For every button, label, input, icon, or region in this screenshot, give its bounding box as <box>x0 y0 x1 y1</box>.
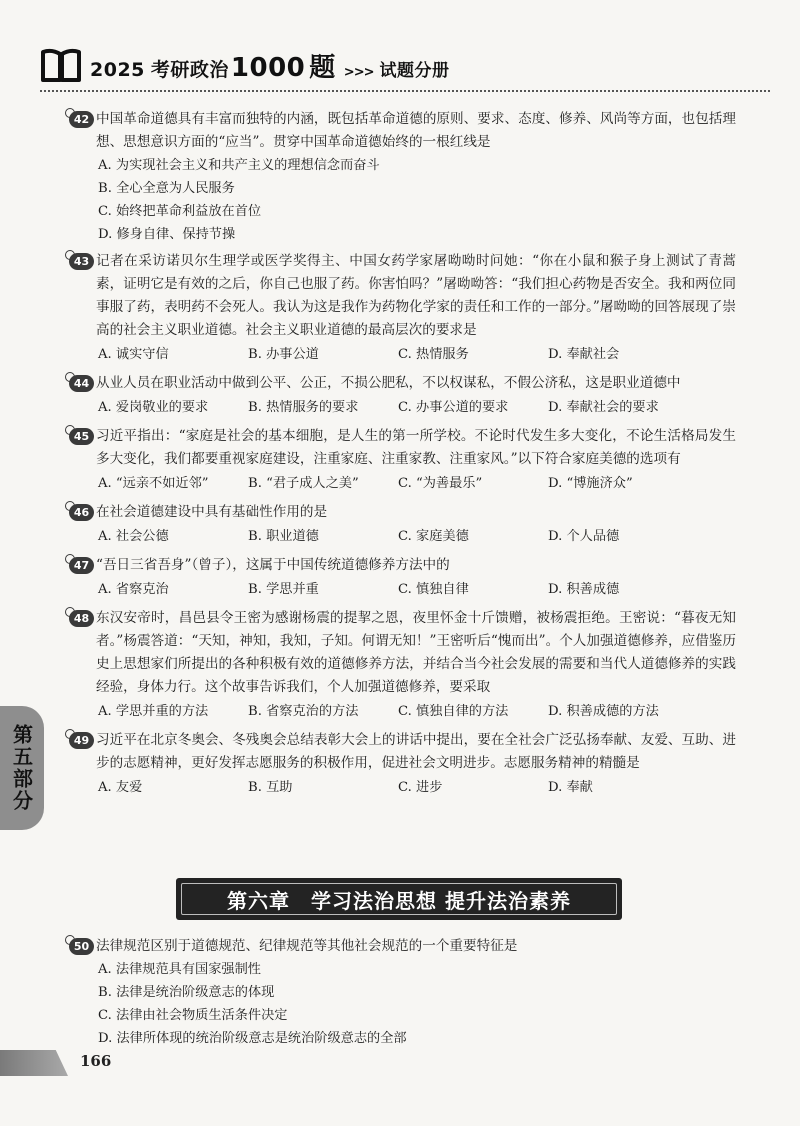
answer-option-b: B. 学思并重 <box>248 582 319 597</box>
answer-options <box>96 775 736 801</box>
question-number-badge: 49 <box>69 732 94 749</box>
answer-option-b: B. 法律是统治阶级意志的体现 <box>98 985 275 1000</box>
answer-option-d: D. 奉献 <box>548 780 593 795</box>
question-list-chapter-6 <box>73 935 736 1054</box>
answer-options <box>96 958 736 1050</box>
question-number-badge: 45 <box>69 428 94 445</box>
answer-option-c: C. 法律由社会物质生活条件决定 <box>98 1008 288 1023</box>
question-stem <box>73 607 736 699</box>
answer-option-d: D. 积善成德的方法 <box>548 704 659 719</box>
question-text: 法律规范区别于道德规范、纪律规范等其他社会规范的一个重要特征是 <box>96 938 518 954</box>
answer-option-d: D. 奉献社会 <box>548 347 620 362</box>
answer-options <box>96 524 736 550</box>
question-number-badge: 44 <box>69 375 94 392</box>
answer-option-b: B. 职业道德 <box>248 529 319 544</box>
answer-options <box>96 342 736 368</box>
answer-option-b: B. 省察克治的方法 <box>248 704 359 719</box>
question-46 <box>73 501 736 550</box>
question-stem <box>73 425 736 471</box>
header-subject: 考研政治 <box>150 58 229 81</box>
question-50 <box>73 935 736 1050</box>
question-text: “吾日三省吾身”（曾子），这属于中国传统道德修养方法中的 <box>96 557 450 573</box>
answer-options <box>96 699 736 725</box>
answer-option-a: A. 友爱 <box>98 780 143 795</box>
answer-options <box>96 471 736 497</box>
question-43 <box>73 250 736 368</box>
answer-option-c: C. 慎独自律的方法 <box>398 704 509 719</box>
chapter-banner <box>176 878 622 920</box>
answer-option-b: B. 互助 <box>248 780 293 795</box>
question-text: 从业人员在职业活动中做到公平、公正，不损公肥私，不以权谋私，不假公济私，这是职业道德中 <box>96 375 681 391</box>
question-number-badge: 48 <box>69 610 94 627</box>
header-year: 2025 <box>90 58 145 81</box>
footer-bar <box>0 1050 68 1076</box>
question-42 <box>73 108 736 246</box>
answer-option-d: D. “博施济众” <box>548 476 633 491</box>
answer-option-a: A. “远亲不如近邻” <box>98 476 209 491</box>
part-side-tab-label: 第五部分 <box>9 724 34 812</box>
question-number-badge: 43 <box>69 253 94 270</box>
answer-option-d: D. 法律所体现的统治阶级意志是统治阶级意志的全部 <box>98 1031 407 1046</box>
answer-options <box>96 577 736 603</box>
question-stem <box>73 935 736 958</box>
header-count-unit: 题 <box>309 52 336 83</box>
question-number-badge: 42 <box>69 111 94 128</box>
question-number-badge: 46 <box>69 504 94 521</box>
book-title <box>90 47 449 84</box>
answer-option-c: C. 始终把革命利益放在首位 <box>98 204 262 219</box>
answer-option-d: D. 个人品德 <box>548 529 620 544</box>
answer-option-a: A. 爱岗敬业的要求 <box>98 400 209 415</box>
page-number: 166 <box>80 1052 112 1070</box>
question-47 <box>73 554 736 603</box>
question-stem <box>73 108 736 154</box>
answer-option-c: C. 热情服务 <box>398 347 469 362</box>
book-icon <box>40 46 82 84</box>
answer-option-a: A. 法律规范具有国家强制性 <box>98 962 261 977</box>
question-45 <box>73 425 736 497</box>
header-divider <box>40 90 770 92</box>
answer-option-a: A. 学思并重的方法 <box>98 704 209 719</box>
question-text: 中国革命道德具有丰富而独特的内涵，既包括革命道德的原则、要求、态度、修养、风尚等方面，也包括理想、思想意识方面的“应当”。贯穿中国革命道德始终的一根红线是 <box>96 111 736 150</box>
answer-option-c: C. “为善最乐” <box>398 476 483 491</box>
answer-option-a: A. 社会公德 <box>98 529 169 544</box>
answer-option-c: C. 慎独自律 <box>398 582 469 597</box>
page-header <box>40 44 770 86</box>
question-text: 习近平指出：“家庭是社会的基本细胞，是人生的第一所学校。不论时代发生多大变化，不论生活格局发生多大变化，我们都要重视家庭建设，注重家庭、注重家教、注重家风。”以下符合家庭美德的选项有 <box>96 428 736 467</box>
answer-option-c: C. 家庭美德 <box>398 529 469 544</box>
answer-option-b: B. 全心全意为人民服务 <box>98 181 235 196</box>
answer-option-d: D. 修身自律、保持节操 <box>98 227 236 242</box>
answer-option-d: D. 积善成德 <box>548 582 620 597</box>
question-text: 在社会道德建设中具有基础性作用的是 <box>96 504 328 520</box>
question-stem <box>73 372 736 395</box>
question-text: 习近平在北京冬奥会、冬残奥会总结表彰大会上的讲话中提出，要在全社会广泛弘扬奉献、友爱、互助、进步的志愿精神，更好发挥志愿服务的积极作用，促进社会文明进步。志愿服务精神的精髓是 <box>96 732 736 771</box>
question-number-badge: 50 <box>69 938 94 955</box>
answer-option-b: B. 办事公道 <box>248 347 319 362</box>
header-arrow: >>> <box>343 64 374 80</box>
answer-option-a: A. 诚实守信 <box>98 347 169 362</box>
question-49 <box>73 729 736 801</box>
question-list <box>73 108 736 805</box>
question-44 <box>73 372 736 421</box>
answer-options <box>96 395 736 421</box>
question-text: 记者在采访诺贝尔生理学或医学奖得主、中国女药学家屠呦呦时问她：“你在小鼠和猴子身上测试了青蒿素，证明它是有效的之后，你自己也服了药。你害怕吗？”屠呦呦答：“我们担心药物是否安全。我和两位同事服了药，表明药不会死人。我认为这是我作为药物化学家的责任和工作的一部分。”屠呦呦的回答展现了崇高的社会主义职业道德。社会主义职业道德的最高层次的要求是 <box>96 253 736 338</box>
question-text: 东汉安帝时，昌邑县令王密为感谢杨震的提挈之恩，夜里怀金十斤馈赠，被杨震拒绝。王密说：“暮夜无知者。”杨震答道：“天知，神知，我知，子知。何谓无知！”王密听后“愧而出”。个人加强道德修养，应借鉴历史上思想家们所提出的各种积极有效的道德修养方法，并结合当今社会发展的需要和当代人道德修养的实践经验，身体力行。这个故事告诉我们，个人加强道德修养，要采取 <box>96 610 736 695</box>
answer-option-c: C. 办事公道的要求 <box>398 400 509 415</box>
question-stem <box>73 554 736 577</box>
question-stem <box>73 250 736 342</box>
question-number-badge: 47 <box>69 557 94 574</box>
chapter-title: 第六章 学习法治思想 提升法治素养 <box>227 888 571 913</box>
answer-option-d: D. 奉献社会的要求 <box>548 400 659 415</box>
answer-options <box>96 154 736 246</box>
question-48 <box>73 607 736 725</box>
answer-option-a: A. 为实现社会主义和共产主义的理想信念而奋斗 <box>98 158 380 173</box>
header-subtitle: 试题分册 <box>379 60 450 81</box>
question-stem <box>73 501 736 524</box>
question-stem <box>73 729 736 775</box>
answer-option-a: A. 省察克治 <box>98 582 169 597</box>
answer-option-b: B. 热情服务的要求 <box>248 400 359 415</box>
answer-option-b: B. “君子成人之美” <box>248 476 359 491</box>
answer-option-c: C. 进步 <box>398 780 443 795</box>
header-count: 1000 <box>230 52 306 83</box>
part-side-tab <box>0 706 44 830</box>
